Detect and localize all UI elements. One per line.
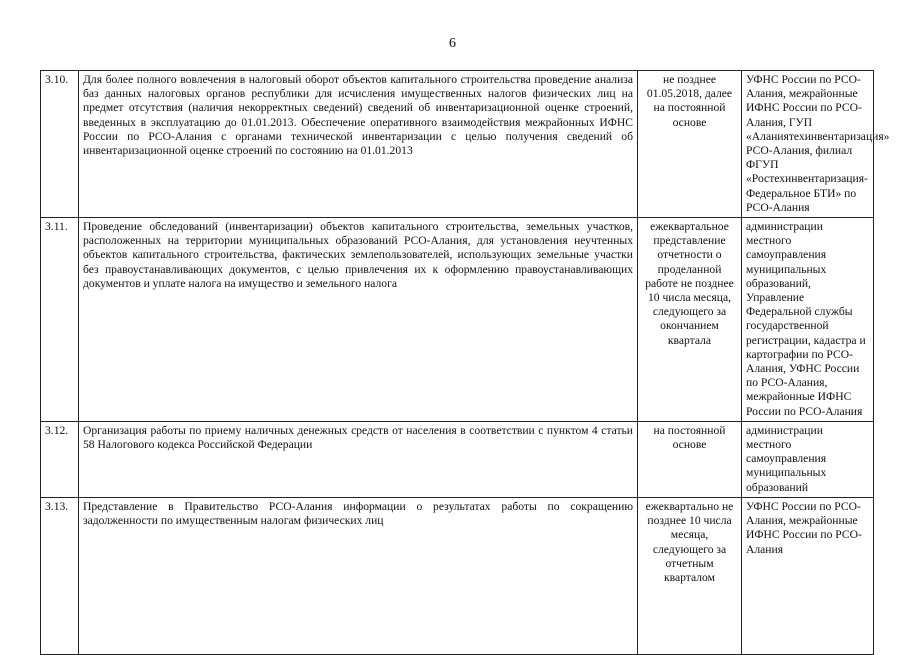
item-number: 3.10. xyxy=(41,71,79,218)
item-number: 3.11. xyxy=(41,218,79,422)
action-cell: Для более полного вовлечения в налоговый оборот объектов капитального строительства проведение анализа баз данных налоговых органов республики для исчисления имущественных налогов физических лиц на предмет отсутствия (наличия некорректных сведений) сведений об инвентаризационной оценке строений, введенных в эксплуатацию до 01.01.2013. Обеспечение оперативного взаимодействия межрайонных ИФНС России по РСО-Алания с органами технической инвентаризации с целью получения сведений об инвентаризационной оценке строений по состоянию на 01.01.2013 xyxy=(79,71,638,218)
table-row xyxy=(41,497,874,654)
page-number: 6 xyxy=(449,36,456,51)
table-row xyxy=(41,71,874,218)
deadline-cell: не позднее 01.05.2018, далее на постоянной основе xyxy=(638,71,742,218)
responsible-cell: администрации местного самоуправления муниципальных образований xyxy=(742,421,874,497)
responsible-cell: администрации местного самоуправления муниципальных образований, Управление Федеральной службы государственной регистрации, кадастра и картографии по РСО-Алания, УФНС России по РСО-Алания, межрайонные ИФНС России по РСО-Алания xyxy=(742,218,874,422)
action-cell: Организация работы по приему наличных денежных средств от населения в соответствии с пунктом 4 статьи 58 Налогового кодекса Российской Федерации xyxy=(79,421,638,497)
table-row xyxy=(41,421,874,497)
item-number: 3.13. xyxy=(41,497,79,654)
measures-table xyxy=(40,70,890,655)
deadline-cell: на постоянной основе xyxy=(638,421,742,497)
action-cell: Проведение обследований (инвентаризации) объектов капитального строительства, земельных участков, расположенных на территории муниципальных образований РСО-Алания, для установления неучтенных объектов капитального строительства, фактических землепользователей, использующих земельные участки без правоустанавливающих документов, с целью привлечения их к оформлению правоустанавливающих документов и уплате налога на имущество и земельного налога xyxy=(79,218,638,422)
deadline-cell: ежеквартальное представление отчетности о проделанной работе не позднее 10 числа месяца, следующего за окончанием квартала xyxy=(638,218,742,422)
table-row xyxy=(41,218,874,422)
action-cell: Представление в Правительство РСО-Алания информации о результатах работы по сокращению задолженности по имущественным налогам физических лиц xyxy=(79,497,638,654)
responsible-cell: УФНС России по РСО-Алания, межрайонные ИФНС России по РСО-Алания xyxy=(742,497,874,654)
item-number: 3.12. xyxy=(41,421,79,497)
responsible-cell: УФНС России по РСО-Алания, межрайонные ИФНС России по РСО-Алания, ГУП «Аланиятехинвентаризация» РСО-Алания, филиал ФГУП «Ростехинвентаризация-Федеральное БТИ» по РСО-Алания xyxy=(742,71,874,218)
deadline-cell: ежеквартально не позднее 10 числа месяца, следующего за отчетным кварталом xyxy=(638,497,742,654)
